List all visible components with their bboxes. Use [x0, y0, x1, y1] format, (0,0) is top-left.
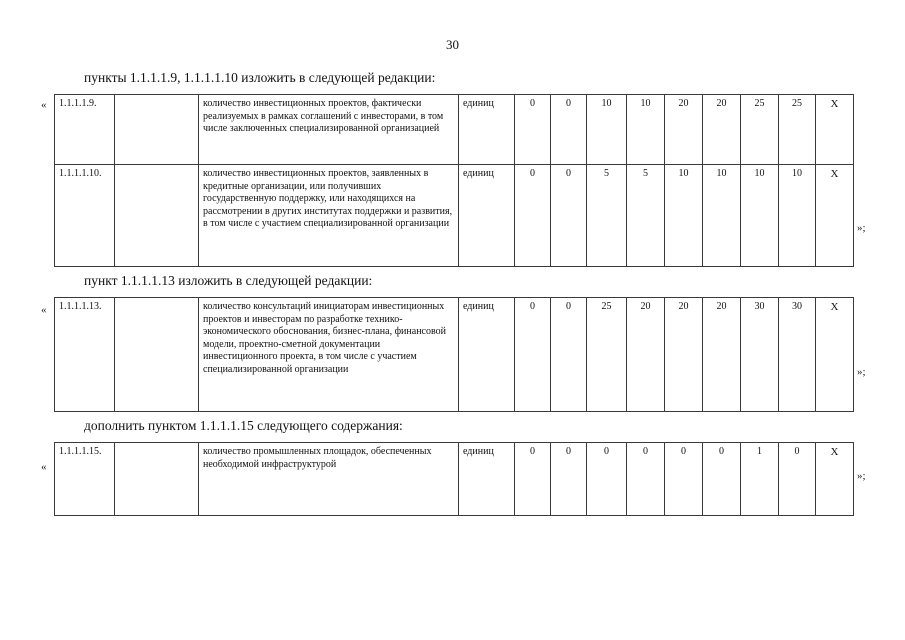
last-cell: X — [816, 95, 854, 165]
last-cell: X — [816, 165, 854, 267]
value-cell: 10 — [627, 95, 665, 165]
value-cell: 10 — [587, 95, 627, 165]
unit-cell: единиц — [459, 298, 515, 412]
blank-cell — [115, 165, 199, 267]
amendment-table — [54, 297, 854, 412]
blank-cell — [115, 443, 199, 516]
value-cell: 20 — [627, 298, 665, 412]
last-cell: X — [816, 298, 854, 412]
value-cell: 0 — [551, 443, 587, 516]
value-cell: 10 — [703, 165, 741, 267]
item-number: 1.1.1.1.15. — [55, 443, 115, 516]
value-cell: 5 — [627, 165, 665, 267]
value-cell: 0 — [551, 165, 587, 267]
value-cell: 25 — [587, 298, 627, 412]
value-cell: 20 — [665, 95, 703, 165]
indicator-description: количество консультаций инициаторам инвестиционных проектов и инвесторам по разработке технико-экономического обоснования, бизнес-плана, финансовой модели, проектно-сметной документации инвестиционного проекта, в том числе с участием специализированной организации — [199, 298, 459, 412]
value-cell: 0 — [587, 443, 627, 516]
unit-cell: единиц — [459, 165, 515, 267]
value-cell: 0 — [703, 443, 741, 516]
opening-quote: « — [41, 99, 47, 111]
opening-quote: « — [41, 461, 47, 473]
value-cell: 25 — [741, 95, 779, 165]
value-cell: 0 — [665, 443, 703, 516]
opening-quote: « — [41, 304, 47, 316]
value-cell: 30 — [779, 298, 816, 412]
table-row — [55, 298, 854, 412]
item-number: 1.1.1.1.13. — [55, 298, 115, 412]
value-cell: 10 — [665, 165, 703, 267]
amendment-table — [54, 442, 854, 516]
item-number: 1.1.1.1.10. — [55, 165, 115, 267]
section-heading: пункт 1.1.1.1.13 изложить в следующей редакции: — [84, 273, 373, 288]
section-heading: дополнить пунктом 1.1.1.1.15 следующего содержания: — [84, 418, 403, 433]
value-cell: 0 — [551, 298, 587, 412]
blank-cell — [115, 95, 199, 165]
value-cell: 0 — [515, 443, 551, 516]
value-cell: 20 — [703, 95, 741, 165]
value-cell: 0 — [779, 443, 816, 516]
value-cell: 0 — [515, 165, 551, 267]
value-cell: 1 — [741, 443, 779, 516]
value-cell: 10 — [741, 165, 779, 267]
closing-quote: »; — [857, 366, 866, 378]
closing-quote: »; — [857, 470, 866, 482]
closing-quote: »; — [857, 222, 866, 234]
value-cell: 10 — [779, 165, 816, 267]
table-row — [55, 165, 854, 267]
indicator-description: количество промышленных площадок, обеспеченных необходимой инфраструктурой — [199, 443, 459, 516]
amendment-table — [54, 94, 854, 267]
page-number: 30 — [446, 37, 459, 52]
value-cell: 30 — [741, 298, 779, 412]
value-cell: 0 — [627, 443, 665, 516]
value-cell: 20 — [665, 298, 703, 412]
table-row — [55, 95, 854, 165]
value-cell: 0 — [515, 298, 551, 412]
item-number: 1.1.1.1.9. — [55, 95, 115, 165]
unit-cell: единиц — [459, 95, 515, 165]
last-cell: X — [816, 443, 854, 516]
value-cell: 0 — [551, 95, 587, 165]
indicator-description: количество инвестиционных проектов, фактически реализуемых в рамках соглашений с инвесторами, в том числе заключенных специализированной организацией — [199, 95, 459, 165]
unit-cell: единиц — [459, 443, 515, 516]
table-row — [55, 443, 854, 516]
value-cell: 5 — [587, 165, 627, 267]
indicator-description: количество инвестиционных проектов, заявленных в кредитные организации, или получивших государственную поддержку, или находящихся на рассмотрении в других институтах поддержки и развития, в том числе с участием специализированной организации — [199, 165, 459, 267]
value-cell: 25 — [779, 95, 816, 165]
value-cell: 20 — [703, 298, 741, 412]
value-cell: 0 — [515, 95, 551, 165]
section-heading: пункты 1.1.1.1.9, 1.1.1.1.10 изложить в следующей редакции: — [84, 70, 436, 85]
blank-cell — [115, 298, 199, 412]
